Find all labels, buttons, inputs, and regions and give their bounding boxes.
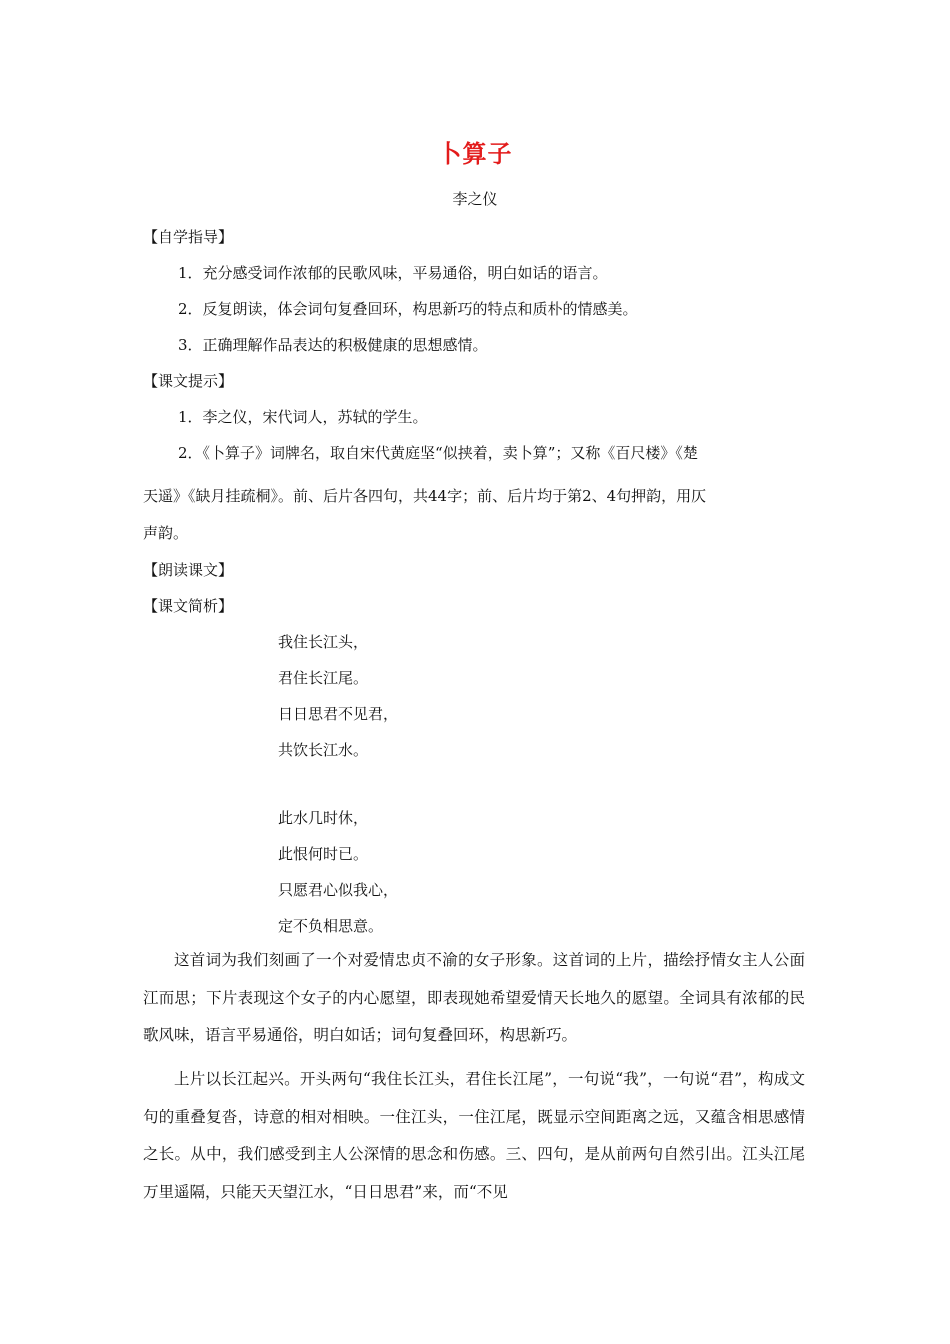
section-heading-tips: 【课文提示】 xyxy=(143,372,234,390)
tips-item: 1．李之仪，宋代词人，苏轼的学生。 xyxy=(178,408,428,426)
poem-line: 只愿君心似我心， xyxy=(278,881,399,899)
poem-line: 我住长江头， xyxy=(278,633,369,651)
poem-line: 君住长江尾。 xyxy=(278,669,369,687)
poem-line: 此恨何时已。 xyxy=(278,845,369,863)
analysis-paragraph: 上片以长江起兴。开头两句“我住长江头，君住长江尾”，一句说“我”，一句说“君”，构成文句的重叠复沓，诗意的相对相映。一住江头，一住江尾，既显示空间距离之远，又蕴含相思感情之长。从中，我们感受到主人公深情的思念和伤感。三、四句，是从前两句自然引出。江头江尾万里遥隔，只能天天望江水，“日日思君”来，而“不见 xyxy=(143,1070,805,1201)
poem-line: 此水几时休， xyxy=(278,809,369,827)
section-heading-analysis: 【课文简析】 xyxy=(143,597,234,615)
guide-item: 3．正确理解作品表达的积极健康的思想感情。 xyxy=(178,336,488,354)
poem-line: 日日思君不见君， xyxy=(278,705,399,723)
tips-item: 2．《卜算子》词牌名，取自宋代黄庭坚“似挟着，卖卜算”；又称《百尺楼》《楚 xyxy=(178,444,698,462)
tips-item-continued: 声韵。 xyxy=(143,524,189,542)
author-name: 李之仪 xyxy=(452,190,498,208)
section-heading-read: 【朗读课文】 xyxy=(143,561,234,579)
section-heading-guide: 【自学指导】 xyxy=(143,228,234,246)
tips-item-continued: 天遥》《缺月挂疏桐》。前、后片各四句，共44字；前、后片均于第2、4句押韵，用仄 xyxy=(143,487,707,505)
poem-line: 定不负相思意。 xyxy=(278,917,384,935)
guide-item: 2．反复朗读，体会词句复叠回环，构思新巧的特点和质朴的情感美。 xyxy=(178,300,638,318)
guide-item: 1．充分感受词作浓郁的民歌风味，平易通俗，明白如话的语言。 xyxy=(178,264,608,282)
analysis-paragraph: 这首词为我们刻画了一个对爱情忠贞不渝的女子形象。这首词的上片，描绘抒情女主人公面江而思；下片表现这个女子的内心愿望，即表现她希望爱情天长地久的愿望。全词具有浓郁的民歌风味，语言平易通俗，明白如话；词句复叠回环，构思新巧。 xyxy=(143,951,805,1044)
poem-line: 共饮长江水。 xyxy=(278,741,369,759)
page-title: 卜算子 xyxy=(437,140,513,168)
